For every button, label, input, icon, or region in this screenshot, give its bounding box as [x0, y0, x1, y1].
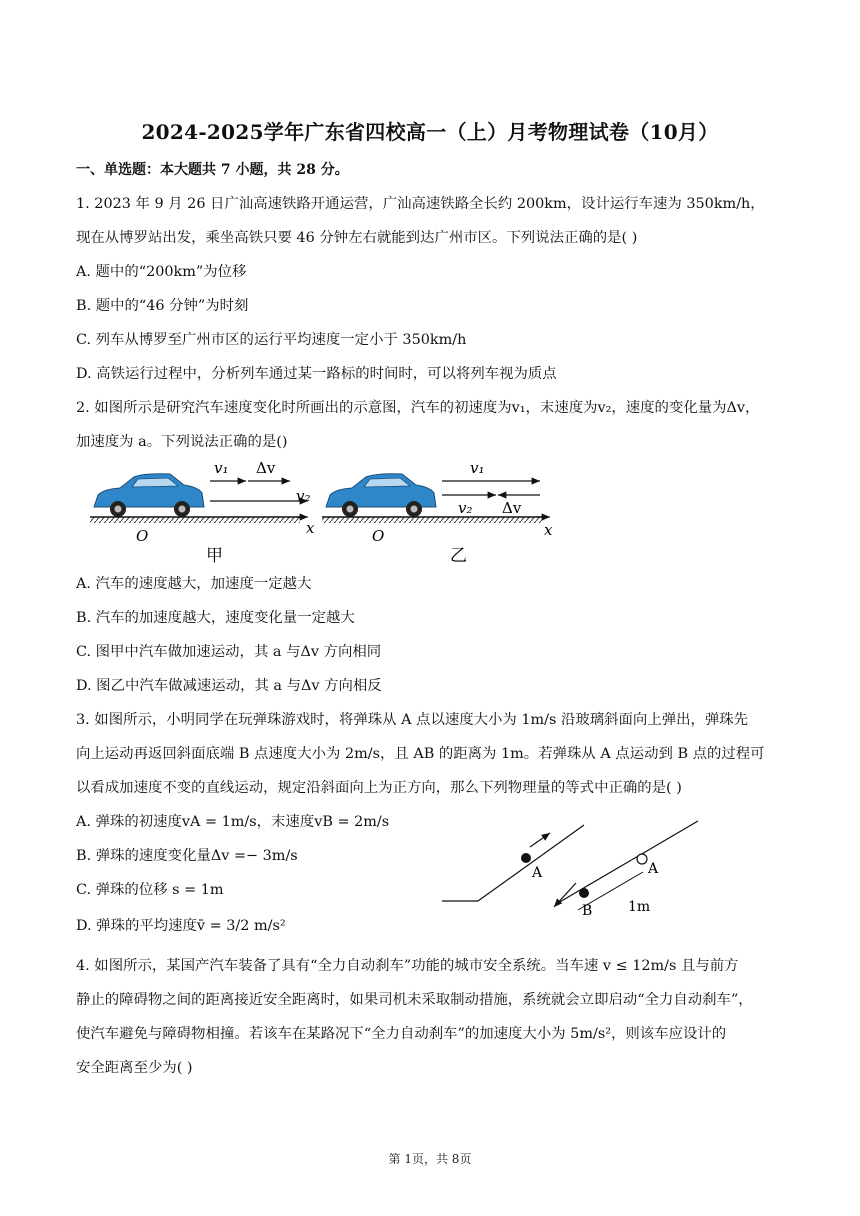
marble-a-right — [637, 854, 647, 864]
q2-option-b: B. 汽车的加速度越大，速度变化量一定越大 — [76, 610, 355, 626]
label-v1-jia: v₁ — [214, 459, 229, 477]
q2-car-figure — [86, 455, 566, 570]
q4-stem-line1: 4. 如图所示，某国产汽车装备了具有“全力自动刹车”功能的城市安全系统。当车速 v ≤ 12m/s 且与前方 — [76, 958, 739, 974]
page-footer: 第 1页，共 8页 — [388, 1152, 472, 1166]
q3-option-b: B. 弹珠的速度变化量Δv =− 3m/s — [76, 848, 298, 864]
q2-option-a: A. 汽车的速度越大，加速度一定越大 — [76, 576, 312, 592]
ground-hatch-jia — [90, 517, 300, 523]
label-v2-yi: v₂ — [458, 499, 473, 517]
q4-stem-line2: 静止的障碍物之间的距离接近安全距离时，如果司机未采取制动措施，系统就会立即启动“全力自动刹车”， — [76, 992, 753, 1008]
label-x-jia: x — [306, 519, 315, 537]
label-jia: 甲 — [206, 546, 223, 566]
label-yi: 乙 — [450, 546, 467, 566]
car-yi — [326, 474, 436, 517]
incline-right — [558, 821, 698, 903]
page-title: 2024-2025学年广东省四校高一（上）月考物理试卷（10月） — [141, 120, 719, 144]
label-dv-jia: Δv — [256, 459, 276, 477]
label-dv-yi: Δv — [502, 499, 522, 517]
ground-hatch-yi — [322, 517, 544, 523]
q2-stem-line2: 加速度为 a。下列说法正确的是() — [76, 434, 288, 450]
section-heading: 一、单选题：本大题共 7 小题，共 28 分。 — [76, 162, 349, 178]
q1-stem-line2: 现在从博罗站出发，乘坐高铁只要 46 分钟左右就能到达广州市区。下列说法正确的是( ) — [76, 230, 638, 246]
q1-option-c: C. 列车从博罗至广州市区的运行平均速度一定小于 350km/h — [76, 332, 467, 348]
q4-stem-line3: 使汽车避免与障碍物相撞。若该车在某路况下“全力自动刹车”的加速度大小为 5m/s²，则该车应设计的 — [76, 1026, 727, 1042]
q2-stem-line1: 2. 如图所示是研究汽车速度变化时所画出的示意图，汽车的初速度为v₁，末速度为v₂，速度的变化量为Δv， — [76, 400, 760, 416]
q4-stem-line4: 安全距离至少为( ) — [76, 1060, 193, 1076]
q1-option-d: D. 高铁运行过程中，分析列车通过某一路标的时间时，可以将列车视为质点 — [76, 366, 557, 382]
q3-stem-line1: 3. 如图所示，小明同学在玩弹珠游戏时，将弹珠从 A 点以速度大小为 1m/s 沿玻璃斜面向上弹出，弹珠先 — [76, 712, 749, 728]
label-1m: 1m — [628, 899, 651, 915]
label-a-left: A — [532, 865, 543, 881]
q3-option-d: D. 弹珠的平均速度v̄ = 3/2 m/s² — [76, 918, 286, 934]
q3-incline-figure — [438, 815, 708, 925]
label-x-yi: x — [544, 521, 553, 539]
q1-option-a: A. 题中的“200km”为位移 — [76, 264, 247, 280]
label-a-right: A — [648, 861, 659, 877]
label-v1-yi: v₁ — [470, 459, 485, 477]
label-o-jia: O — [136, 527, 149, 545]
q3-stem-line3: 以看成加速度不变的直线运动，规定沿斜面向上为正方向，那么下列物理量的等式中正确的是( ) — [76, 780, 682, 796]
label-b: B — [582, 903, 593, 919]
marble-b — [579, 888, 589, 898]
q2-option-d: D. 图乙中汽车做减速运动，其 a 与Δv 方向相反 — [76, 678, 382, 694]
label-o-yi: O — [372, 527, 385, 545]
q1-option-b: B. 题中的“46 分钟”为时刻 — [76, 298, 249, 314]
q3-option-a: A. 弹珠的初速度vA = 1m/s，末速度vB = 2m/s — [76, 814, 390, 830]
car-jia — [94, 474, 204, 517]
label-v2-jia: v₂ — [296, 487, 311, 505]
up-arrow — [530, 833, 550, 847]
q3-stem-line2: 向上运动再返回斜面底端 B 点速度大小为 2m/s，且 AB 的距离为 1m。若弹珠从 A 点运动到 B 点的过程可 — [76, 746, 765, 762]
incline-left — [478, 825, 584, 901]
q3-option-c: C. 弹珠的位移 s = 1m — [76, 882, 224, 898]
q2-option-c: C. 图甲中汽车做加速运动，其 a 与Δv 方向相同 — [76, 644, 382, 660]
q1-stem-line1: 1. 2023 年 9 月 26 日广汕高速铁路开通运营，广汕高速铁路全长约 200km，设计运行车速为 350km/h， — [76, 196, 765, 212]
marble-a-left — [521, 853, 531, 863]
